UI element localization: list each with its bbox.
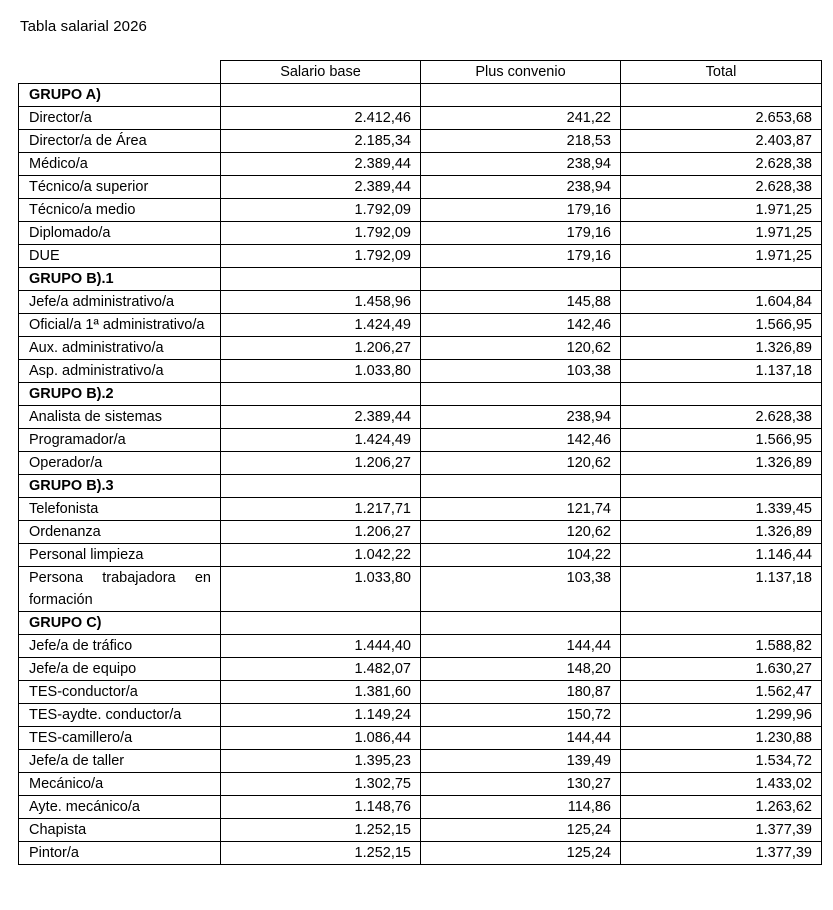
salario-base-cell: 2.389,44 — [221, 153, 421, 176]
salario-base-cell: 1.042,22 — [221, 544, 421, 567]
table-row — [19, 199, 822, 222]
total-cell: 1.971,25 — [621, 222, 822, 245]
plus-convenio-cell: 241,22 — [421, 107, 621, 130]
table-row — [19, 452, 822, 475]
plus-convenio-cell — [421, 612, 621, 635]
category-cell: Oficial/a 1ª administrativo/a — [19, 314, 221, 337]
category-cell: Jefe/a de taller — [19, 750, 221, 773]
plus-convenio-cell: 120,62 — [421, 452, 621, 475]
plus-convenio-cell: 103,38 — [421, 360, 621, 383]
group-header-row — [19, 383, 822, 406]
group-header-row — [19, 475, 822, 498]
plus-convenio-cell: 120,62 — [421, 521, 621, 544]
table-row — [19, 406, 822, 429]
table-row — [19, 360, 822, 383]
category-cell: Técnico/a superior — [19, 176, 221, 199]
header-blank-cell — [19, 61, 221, 84]
table-row — [19, 773, 822, 796]
total-cell: 1.299,96 — [621, 704, 822, 727]
category-cell: TES-camillero/a — [19, 727, 221, 750]
salario-base-cell: 1.252,15 — [221, 819, 421, 842]
category-cell: Programador/a — [19, 429, 221, 452]
category-cell: GRUPO B).3 — [19, 475, 221, 498]
salario-base-cell: 1.381,60 — [221, 681, 421, 704]
total-cell: 1.326,89 — [621, 337, 822, 360]
category-cell: Personal limpieza — [19, 544, 221, 567]
salario-base-cell: 1.302,75 — [221, 773, 421, 796]
category-cell: Analista de sistemas — [19, 406, 221, 429]
salario-base-cell: 2.389,44 — [221, 406, 421, 429]
plus-convenio-cell: 130,27 — [421, 773, 621, 796]
salario-base-cell: 1.217,71 — [221, 498, 421, 521]
plus-convenio-cell: 179,16 — [421, 245, 621, 268]
total-cell: 1.137,18 — [621, 567, 822, 612]
total-cell — [621, 383, 822, 406]
table-row — [19, 681, 822, 704]
plus-convenio-cell: 125,24 — [421, 842, 621, 865]
plus-convenio-cell: 142,46 — [421, 429, 621, 452]
total-cell: 1.230,88 — [621, 727, 822, 750]
plus-convenio-cell — [421, 268, 621, 291]
salario-base-cell: 1.148,76 — [221, 796, 421, 819]
plus-convenio-cell: 103,38 — [421, 567, 621, 612]
salario-base-cell — [221, 383, 421, 406]
category-cell: Pintor/a — [19, 842, 221, 865]
total-cell: 1.326,89 — [621, 452, 822, 475]
plus-convenio-cell: 125,24 — [421, 819, 621, 842]
table-row — [19, 635, 822, 658]
salario-base-cell — [221, 475, 421, 498]
salario-base-cell: 1.395,23 — [221, 750, 421, 773]
salario-base-cell: 1.252,15 — [221, 842, 421, 865]
salario-base-cell: 1.792,09 — [221, 199, 421, 222]
table-row — [19, 337, 822, 360]
total-cell: 2.403,87 — [621, 130, 822, 153]
plus-convenio-cell: 120,62 — [421, 337, 621, 360]
table-row — [19, 314, 822, 337]
total-cell — [621, 475, 822, 498]
total-cell — [621, 84, 822, 107]
category-cell: GRUPO B).1 — [19, 268, 221, 291]
total-cell: 1.971,25 — [621, 245, 822, 268]
plus-convenio-cell: 238,94 — [421, 153, 621, 176]
salario-base-cell: 1.206,27 — [221, 521, 421, 544]
document-title: Tabla salarial 2026 — [20, 18, 147, 35]
category-cell: TES-conductor/a — [19, 681, 221, 704]
total-cell: 1.604,84 — [621, 291, 822, 314]
plus-convenio-cell: 114,86 — [421, 796, 621, 819]
plus-convenio-cell: 144,44 — [421, 635, 621, 658]
plus-convenio-cell: 150,72 — [421, 704, 621, 727]
plus-convenio-cell: 238,94 — [421, 406, 621, 429]
table-row — [19, 291, 822, 314]
plus-convenio-cell: 139,49 — [421, 750, 621, 773]
table-row — [19, 842, 822, 865]
category-cell: Telefonista — [19, 498, 221, 521]
total-cell: 1.588,82 — [621, 635, 822, 658]
salario-base-cell: 1.458,96 — [221, 291, 421, 314]
category-cell: Diplomado/a — [19, 222, 221, 245]
category-cell: Técnico/a medio — [19, 199, 221, 222]
plus-convenio-cell — [421, 475, 621, 498]
category-cell: Operador/a — [19, 452, 221, 475]
total-cell: 1.534,72 — [621, 750, 822, 773]
salario-base-cell: 1.424,49 — [221, 314, 421, 337]
total-cell: 1.562,47 — [621, 681, 822, 704]
category-cell: Chapista — [19, 819, 221, 842]
total-cell — [621, 268, 822, 291]
total-cell: 1.137,18 — [621, 360, 822, 383]
table-body — [19, 84, 822, 865]
salario-base-cell: 1.482,07 — [221, 658, 421, 681]
category-cell: Director/a — [19, 107, 221, 130]
table-row — [19, 222, 822, 245]
total-cell: 1.377,39 — [621, 842, 822, 865]
table-row — [19, 796, 822, 819]
total-cell: 2.628,38 — [621, 153, 822, 176]
plus-convenio-cell: 179,16 — [421, 222, 621, 245]
total-cell: 1.566,95 — [621, 314, 822, 337]
total-cell — [621, 612, 822, 635]
category-cell: Ordenanza — [19, 521, 221, 544]
category-cell: DUE — [19, 245, 221, 268]
table-header-row — [19, 61, 822, 84]
salario-base-cell — [221, 612, 421, 635]
category-cell: GRUPO C) — [19, 612, 221, 635]
table-row — [19, 245, 822, 268]
plus-convenio-cell: 145,88 — [421, 291, 621, 314]
category-cell: Asp. administrativo/a — [19, 360, 221, 383]
table-row — [19, 176, 822, 199]
table-row — [19, 567, 822, 612]
salario-base-cell — [221, 84, 421, 107]
table-row — [19, 130, 822, 153]
table-row — [19, 521, 822, 544]
plus-convenio-cell: 104,22 — [421, 544, 621, 567]
salario-base-cell: 1.792,09 — [221, 245, 421, 268]
total-cell: 1.339,45 — [621, 498, 822, 521]
table-row — [19, 153, 822, 176]
category-cell: GRUPO A) — [19, 84, 221, 107]
table-row — [19, 107, 822, 130]
salario-base-cell: 1.206,27 — [221, 337, 421, 360]
category-cell: Jefe/a de tráfico — [19, 635, 221, 658]
table-row — [19, 750, 822, 773]
category-cell: TES-aydte. conductor/a — [19, 704, 221, 727]
table-row — [19, 819, 822, 842]
table-row — [19, 704, 822, 727]
table-row — [19, 727, 822, 750]
table-row — [19, 544, 822, 567]
salario-base-cell — [221, 268, 421, 291]
salario-base-cell: 1.424,49 — [221, 429, 421, 452]
category-cell: Médico/a — [19, 153, 221, 176]
category-cell: Persona trabajadora en formación — [19, 567, 221, 612]
total-cell: 1.263,62 — [621, 796, 822, 819]
category-cell: Jefe/a administrativo/a — [19, 291, 221, 314]
salario-base-cell: 1.792,09 — [221, 222, 421, 245]
category-cell: Aux. administrativo/a — [19, 337, 221, 360]
salario-base-cell: 1.206,27 — [221, 452, 421, 475]
plus-convenio-cell: 142,46 — [421, 314, 621, 337]
total-cell: 2.653,68 — [621, 107, 822, 130]
total-cell: 1.630,27 — [621, 658, 822, 681]
salario-base-cell: 1.149,24 — [221, 704, 421, 727]
header-plus-convenio: Plus convenio — [421, 61, 621, 84]
total-cell: 1.433,02 — [621, 773, 822, 796]
table-row — [19, 429, 822, 452]
category-cell: GRUPO B).2 — [19, 383, 221, 406]
total-cell: 1.146,44 — [621, 544, 822, 567]
plus-convenio-cell — [421, 383, 621, 406]
total-cell: 2.628,38 — [621, 176, 822, 199]
plus-convenio-cell: 179,16 — [421, 199, 621, 222]
group-header-row — [19, 84, 822, 107]
plus-convenio-cell: 180,87 — [421, 681, 621, 704]
total-cell: 2.628,38 — [621, 406, 822, 429]
header-total: Total — [621, 61, 822, 84]
total-cell: 1.377,39 — [621, 819, 822, 842]
table-row — [19, 498, 822, 521]
category-cell: Mecánico/a — [19, 773, 221, 796]
plus-convenio-cell: 218,53 — [421, 130, 621, 153]
category-cell: Director/a de Área — [19, 130, 221, 153]
table-row — [19, 658, 822, 681]
total-cell: 1.971,25 — [621, 199, 822, 222]
category-cell: Ayte. mecánico/a — [19, 796, 221, 819]
group-header-row — [19, 612, 822, 635]
salario-base-cell: 2.389,44 — [221, 176, 421, 199]
header-salario-base: Salario base — [221, 61, 421, 84]
salario-base-cell: 2.412,46 — [221, 107, 421, 130]
salary-table — [18, 60, 822, 865]
salario-base-cell: 2.185,34 — [221, 130, 421, 153]
total-cell: 1.326,89 — [621, 521, 822, 544]
salario-base-cell: 1.033,80 — [221, 567, 421, 612]
category-cell: Jefe/a de equipo — [19, 658, 221, 681]
salario-base-cell: 1.444,40 — [221, 635, 421, 658]
plus-convenio-cell: 148,20 — [421, 658, 621, 681]
plus-convenio-cell: 144,44 — [421, 727, 621, 750]
plus-convenio-cell: 121,74 — [421, 498, 621, 521]
plus-convenio-cell: 238,94 — [421, 176, 621, 199]
salario-base-cell: 1.033,80 — [221, 360, 421, 383]
group-header-row — [19, 268, 822, 291]
plus-convenio-cell — [421, 84, 621, 107]
total-cell: 1.566,95 — [621, 429, 822, 452]
salario-base-cell: 1.086,44 — [221, 727, 421, 750]
